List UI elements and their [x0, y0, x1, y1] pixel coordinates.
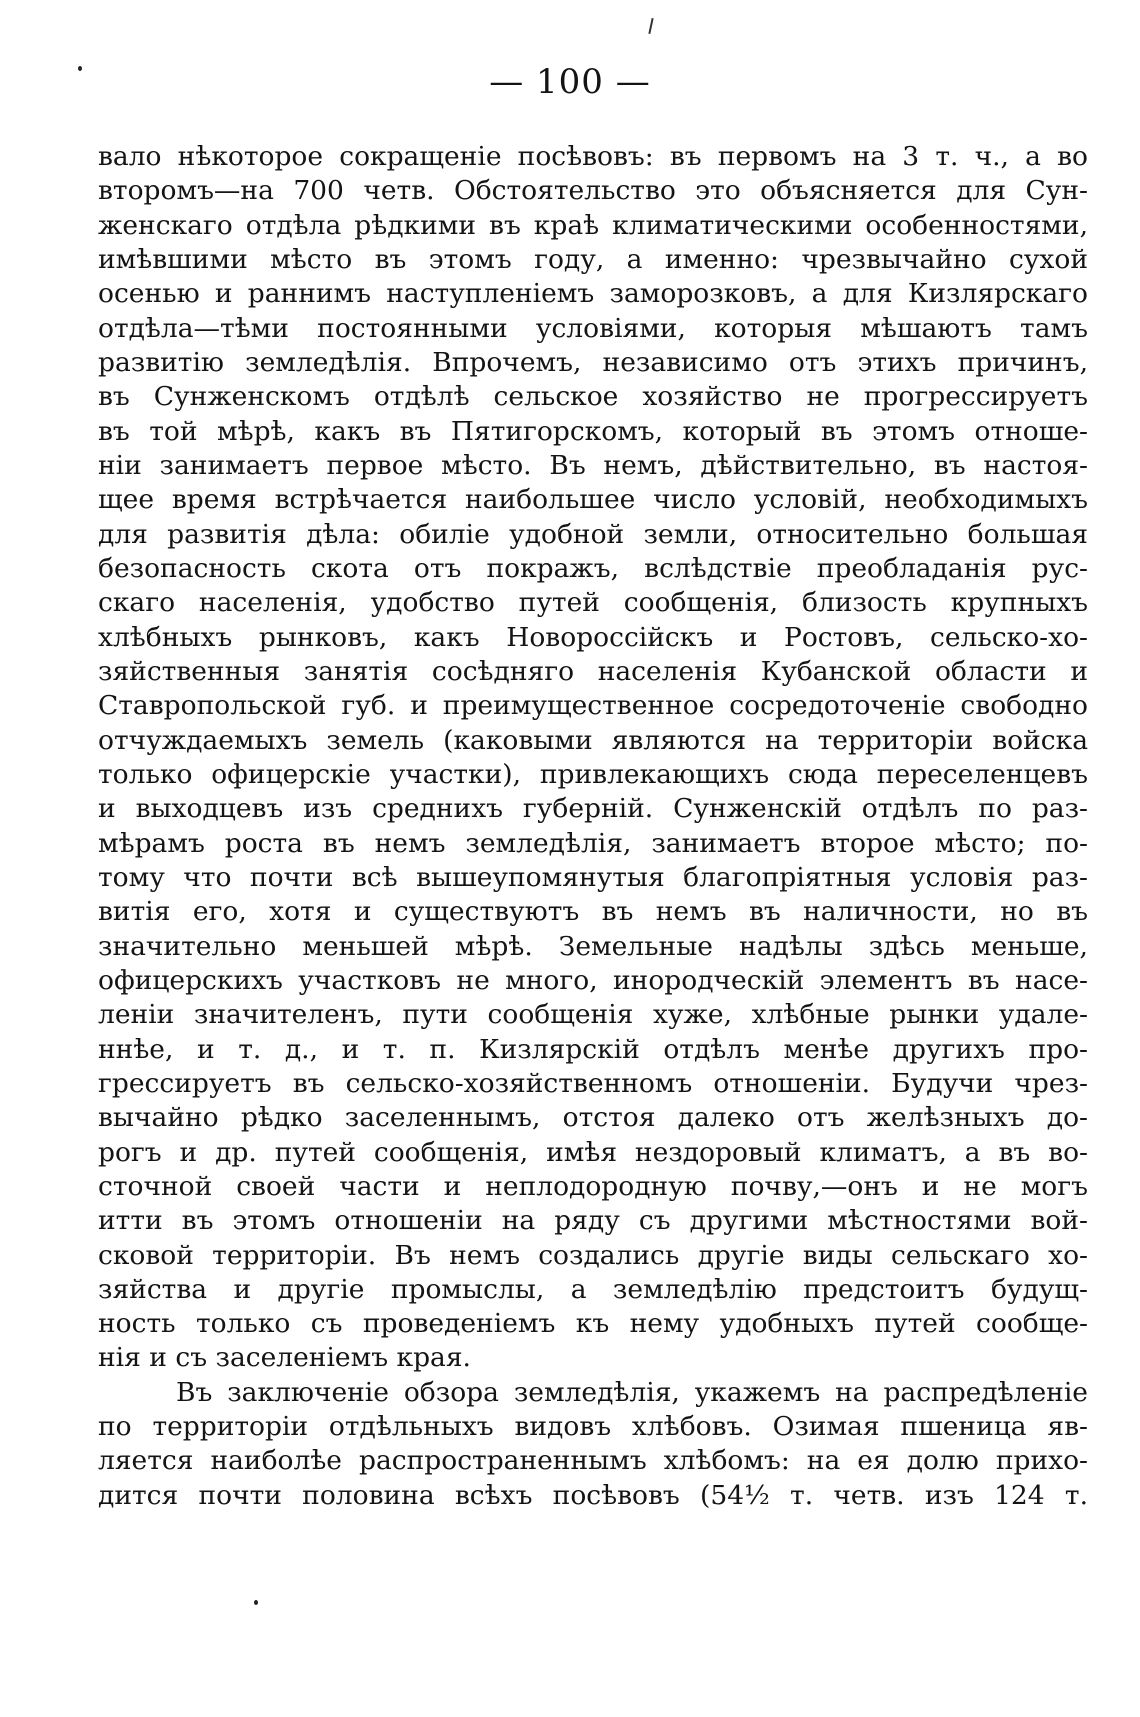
- text-line: по территоріи отдѣльныхъ видовъ хлѣбовъ. Озимая пшеница яв-: [98, 1411, 1088, 1443]
- text-line: рогъ и др. путей сообщенія, имѣя нездоровый климатъ, а въ во-: [98, 1136, 1088, 1168]
- ink-speck: [254, 1600, 258, 1605]
- text-line: леніи значителенъ, пути сообщенія хуже, хлѣбные рынки удале-: [98, 999, 1088, 1031]
- body-text: [98, 140, 1088, 1513]
- text-line: ніи занимаетъ первое мѣсто. Въ немъ, дѣйствительно, въ настоя-: [98, 449, 1088, 481]
- text-line: женскаго отдѣла рѣдкими въ краѣ климатическими особенностями,: [98, 209, 1088, 241]
- text-line: только офицерскіе участки), привлекающихъ сюда переселенцевъ: [98, 758, 1088, 790]
- ink-tick-mark: [648, 18, 653, 34]
- text-line: отдѣла—тѣми постоянными условіями, которыя мѣшаютъ тамъ: [98, 312, 1088, 344]
- text-line: въ той мѣрѣ, какъ въ Пятигорскомъ, который въ этомъ отноше-: [98, 415, 1088, 447]
- text-line: отчуждаемыхъ земель (каковыми являются на территоріи войска: [98, 724, 1088, 756]
- text-line: скаго населенія, удобство путей сообщенія, близость крупныхъ: [98, 587, 1088, 619]
- text-line: вало нѣкоторое сокращеніе посѣвовъ: въ первомъ на 3 т. ч., а во: [98, 141, 1088, 172]
- text-line: вычайно рѣдко заселеннымъ, отстоя далеко отъ желѣзныхъ до-: [98, 1102, 1088, 1134]
- page-number: — 100 —: [489, 62, 651, 102]
- text-line: нія и съ заселеніемъ края.: [98, 1342, 471, 1374]
- text-line: осенью и раннимъ наступленіемъ заморозковъ, а для Кизлярскаго: [98, 278, 1088, 310]
- text-line: безопасность скота отъ покражъ, вслѣдствіе преобладанія рус-: [98, 552, 1088, 584]
- text-line: тому что почти всѣ вышеупомянутыя благопріятныя условія раз-: [98, 861, 1088, 893]
- paragraph-conclusion: [98, 1376, 1088, 1513]
- text-line: ннѣе, и т. д., и т. п. Кизлярскій отдѣлъ менѣе другихъ про-: [98, 1033, 1088, 1065]
- text-line: имѣвшими мѣсто въ этомъ году, а именно: чрезвычайно сухой: [98, 243, 1088, 275]
- text-line: зяйственныя занятія сосѣдняго населенія Кубанской области и: [98, 655, 1088, 687]
- text-line: для развитія дѣла: обиліе удобной земли, относительно большая: [98, 518, 1088, 550]
- text-line: сточной своей части и неплодородную почву,—онъ и не могъ: [98, 1170, 1088, 1202]
- text-line: офицерскихъ участковъ не много, инородческій элементъ въ насе-: [98, 964, 1088, 996]
- text-line: щее время встрѣчается наибольшее число условій, необходимыхъ: [98, 484, 1088, 516]
- text-line: сковой территоріи. Въ немъ создались другіе виды сельскаго хо-: [98, 1239, 1088, 1271]
- text-line: грессируетъ въ сельско-хозяйственномъ отношеніи. Будучи чрез-: [98, 1067, 1088, 1099]
- text-line: зяйства и другіе промыслы, а земледѣлію предстоитъ будущ-: [98, 1273, 1088, 1305]
- text-line: дится почти половина всѣхъ посѣвовъ (54½ т. четв. изъ 124 т.: [98, 1479, 1088, 1511]
- text-line: ность только съ проведеніемъ къ нему удобныхъ путей сообще-: [98, 1308, 1088, 1340]
- text-line: въ Сунженскомъ отдѣлѣ сельское хозяйство не прогрессируетъ: [98, 381, 1088, 413]
- text-line: второмъ—на 700 четв. Обстоятельство это объясняется для Сун-: [98, 175, 1088, 207]
- text-line: ляется наиболѣе распространеннымъ хлѣбомъ: на ея долю прихо-: [98, 1445, 1088, 1477]
- paragraph-continuation: [98, 140, 1088, 1376]
- text-line: значительно меньшей мѣрѣ. Земельные надѣлы здѣсь меньше,: [98, 930, 1088, 962]
- text-line: развитію земледѣлія. Впрочемъ, независимо отъ этихъ причинъ,: [98, 346, 1088, 378]
- text-line: Въ заключеніе обзора земледѣлія, укажемъ на распредѣленіе: [176, 1376, 1088, 1408]
- text-line: витія его, хотя и существуютъ въ немъ въ наличности, но въ: [98, 896, 1088, 928]
- text-line: Ставропольской губ. и преимущественное сосредоточеніе свободно: [98, 690, 1088, 722]
- text-line: и выходцевъ изъ среднихъ губерній. Сунженскій отдѣлъ по раз-: [98, 793, 1088, 825]
- text-line: хлѣбныхъ рынковъ, какъ Новороссійскъ и Ростовъ, сельско-хо-: [98, 621, 1088, 653]
- text-line: итти въ этомъ отношеніи на ряду съ другими мѣстностями вой-: [98, 1205, 1088, 1237]
- text-line: мѣрамъ роста въ немъ земледѣлія, занимаетъ второе мѣсто; по-: [98, 827, 1088, 859]
